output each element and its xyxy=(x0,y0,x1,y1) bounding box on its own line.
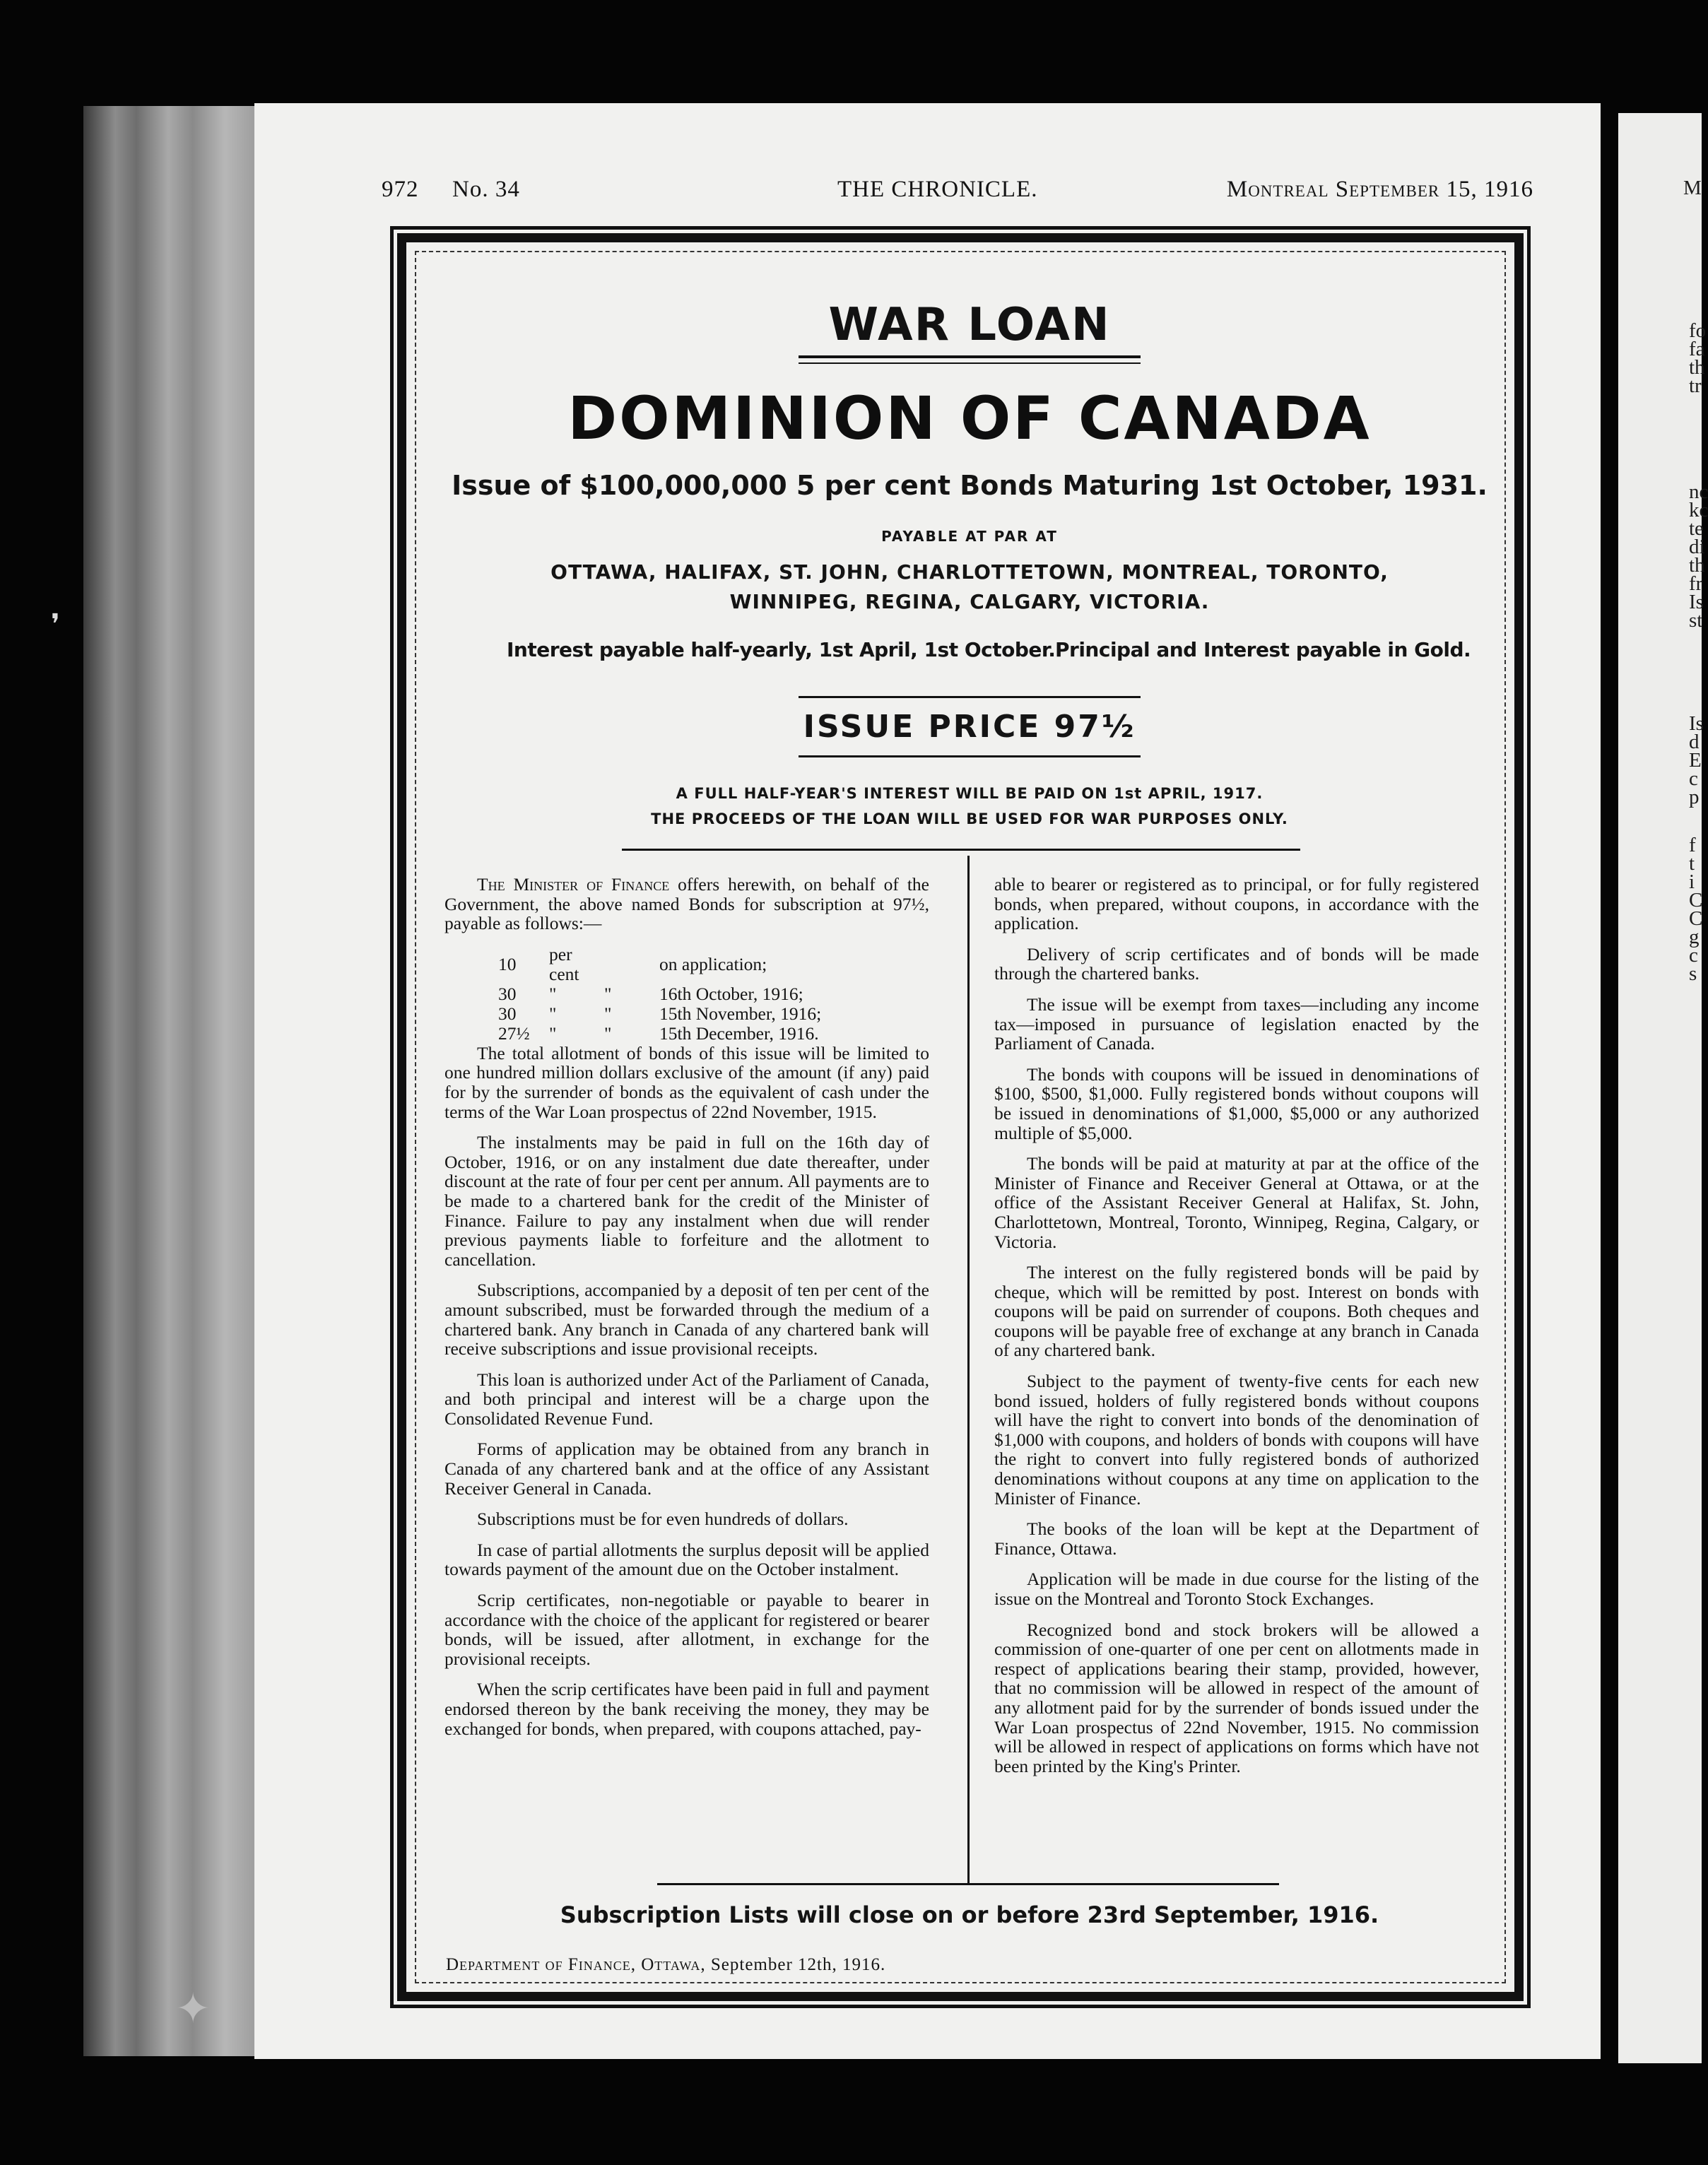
adjacent-page-fragment: Is xyxy=(1689,591,1704,613)
publication-title: THE CHRONICLE. xyxy=(837,177,1038,202)
adjacent-page-fragment: fa xyxy=(1689,338,1705,360)
paragraph: Subscriptions, accompanied by a deposit of ten per cent of the amount subscribed, must be forwarded through the medium of a chartered bank. Any branch in Canada of any chartered bank will receive subscriptions and issue provisional receipts. xyxy=(444,1280,929,1359)
paragraph: Forms of application may be obtained from any branch in Canada of any chartered bank and at the office of any Assistant Receiver General in Canada. xyxy=(444,1439,929,1499)
paragraph: Subscriptions must be for even hundreds of dollars. xyxy=(477,1509,849,1530)
paragraph: The issue will be exempt from taxes—including any income tax—imposed in pursuance of legislation enacted by the Parliament of Canada. xyxy=(994,993,1479,1054)
adjacent-page-fragment: st xyxy=(1689,609,1703,632)
adjacent-page-fragment: i xyxy=(1689,871,1695,893)
heading-underline xyxy=(799,355,1141,358)
adjacent-page-fragment: C xyxy=(1689,907,1703,930)
instalment-cell: " xyxy=(549,983,557,1004)
interest-note xyxy=(406,781,1533,832)
paragraph: The instalments may be paid in full on the 16th day of October, 1916, or on any instalment due date thereafter, under discount at the rate of four per cent per annum. All payments are to be made to a chartered bank for the credit of the Minister of Finance. Failure to pay any instalment when due will render previous payments liable to forfeiture and the allotment to cancellation. xyxy=(444,1132,929,1270)
adjacent-page-fragment: kc xyxy=(1689,499,1708,521)
intro-text: offers herewith, on behalf of the Government, the above named Bonds for subscription at 97½, payable as follows:— xyxy=(444,874,929,934)
running-head xyxy=(382,177,1533,212)
instalment-cell: 15th November, 1916; xyxy=(659,1003,822,1024)
paragraph: The books of the loan will be kept at the Department of Finance, Ottawa. xyxy=(994,1518,1479,1559)
instalment-cell: " xyxy=(604,1022,612,1044)
adjacent-page-fragment: c xyxy=(1689,944,1698,967)
body-rule-bottom xyxy=(657,1883,1279,1885)
adjacent-page-fragment: d xyxy=(1689,731,1700,753)
adjacent-page-fragment: tr xyxy=(1689,374,1702,397)
paragraph: The bonds with coupons will be issued in denominations of $100, $500, $1,000. Fully registered bonds without coupons will be issued in denominations of $1,000, $5,000 or any authorized multiple of $5,000. xyxy=(994,1063,1479,1143)
adjacent-page-fragment: fo xyxy=(1689,319,1707,342)
column-divider xyxy=(967,856,970,1884)
paragraph: When the scrip certificates have been paid in full and payment endorsed thereon by the bank receiving the money, they may be exchanged for bonds, when prepared, with coupons attached, pay- xyxy=(444,1679,929,1739)
instalment-cell: " xyxy=(549,1003,557,1024)
paragraph: In case of partial allotments the surplus deposit will be applied towards payment of the amount due on the October instalment. xyxy=(444,1539,929,1580)
instalment-cell: on application; xyxy=(659,953,767,974)
issue-number: No. 34 xyxy=(452,177,520,202)
instalment-cell xyxy=(600,945,655,984)
adjacent-page-fragment: t xyxy=(1689,852,1695,875)
instalment-row xyxy=(494,1004,825,1024)
paragraph: Recognized bond and stock brokers will be allowed a commission of one-quarter of one per cent on allotments made in respect of applications bearing their stamp, provided, however, that no commission will be allowed in respect of the amount of any allotment paid for by the surrender of bonds issued under the War Loan prospectus of 22nd November, 1915. No commission will be allowed in respect of applications on forms which have not been printed by the King's Printer. xyxy=(994,1619,1479,1776)
paragraph: Application will be made in due course for the listing of the issue on the Montreal and Toronto Stock Exchanges. xyxy=(994,1569,1479,1609)
paragraph: Scrip certificates, non-negotiable or payable to bearer in accordance with the choice of the applicant for registered or bearer bonds, will be issued, after allotment, in exchange for the provisional receipts. xyxy=(444,1590,929,1669)
scan-speck: ✦ xyxy=(175,1986,211,2032)
left-column xyxy=(444,875,929,1750)
body-rule-top xyxy=(622,849,1300,851)
adjacent-page-fragment: di xyxy=(1689,536,1705,558)
price-rule-bottom xyxy=(799,755,1141,757)
paragraph: The total allotment of bonds of this issue will be limited to one hundred million dollars exclusive of the amount (if any) paid for by the surrender of bonds as the equivalent of cash under the terms of the War Loan prospectus of 22nd November, 1915. xyxy=(444,1042,929,1122)
instalment-table xyxy=(494,945,825,1044)
issue-line: Issue of $100,000,000 5 per cent Bonds Maturing 1st October, 1931. xyxy=(452,470,1488,501)
instalment-row xyxy=(494,1024,825,1044)
closing-notice: Subscription Lists will close on or before 23rd September, 1916. xyxy=(560,1901,1379,1928)
adjacent-page-fragment: C xyxy=(1689,889,1703,912)
paragraph: able to bearer or registered as to principal, or for fully registered bonds, when prepared, without coupons, in accordance with the application. xyxy=(994,874,1479,934)
minister-lead: The Minister of Finance xyxy=(477,874,670,895)
interest-terms: Interest payable half-yearly, 1st April, 1st October. xyxy=(507,638,1056,661)
cities-line: WINNIPEG, REGINA, CALGARY, VICTORIA. xyxy=(729,590,1210,613)
adjacent-page-fragment: fr xyxy=(1689,572,1703,595)
instalment-cell: 16th October, 1916; xyxy=(659,983,803,1004)
instalment-cell: 15th December, 1916. xyxy=(659,1022,819,1044)
adjacent-page-fragment: M xyxy=(1683,177,1702,199)
instalment-cell: 10 xyxy=(498,953,517,974)
instalment-cell: " xyxy=(604,983,612,1004)
note-line: A FULL HALF-YEAR'S INTEREST WILL BE PAID ON 1st APRIL, 1917. xyxy=(676,785,1264,802)
instalment-cell: 30 xyxy=(498,983,517,1004)
price-rule-top xyxy=(799,696,1141,698)
war-loan-heading: WAR LOAN xyxy=(828,299,1111,351)
adjacent-page-fragment: nc xyxy=(1689,480,1708,503)
department-signature xyxy=(446,1955,885,1975)
paragraph: Subject to the payment of twenty-five cents for each new bond issued, holders of fully registered bonds without coupons will have the right to convert into bonds of the denomination of $1,000 with coupons, and holders of bonds with coupons will have the right to convert into fully registered bonds of authorized denominations without coupons at any time on application to the Minister of Finance. xyxy=(994,1371,1479,1509)
department-name: Department of Finance, Ottawa, xyxy=(446,1955,706,1974)
instalment-cell: 30 xyxy=(498,1003,517,1024)
instalment-cell: " xyxy=(604,1003,612,1024)
adjacent-page-fragment: th xyxy=(1689,356,1705,379)
scan-speck: ❜ xyxy=(51,608,60,640)
adjacent-page-fragment: s xyxy=(1689,962,1697,985)
adjacent-page-fragment: Is xyxy=(1689,712,1704,735)
adjacent-page-fragment: te xyxy=(1689,517,1704,540)
advertisement-frame xyxy=(397,233,1524,2001)
payable-label: PAYABLE AT PAR AT xyxy=(881,528,1058,545)
cities-line: OTTAWA, HALIFAX, ST. JOHN, CHARLOTTETOWN, MONTREAL, TORONTO, xyxy=(550,560,1389,584)
adjacent-page-fragment: f xyxy=(1689,834,1696,856)
paragraph: This loan is authorized under Act of the Parliament of Canada, and both principal and interest will be a charge upon the Consolidated Revenue Fund. xyxy=(444,1369,929,1429)
adjacent-page-fragment: p xyxy=(1689,786,1700,808)
signature-date: September 12th, 1916. xyxy=(710,1955,886,1974)
instalment-row xyxy=(494,945,825,984)
book-spine xyxy=(83,106,260,2056)
adjacent-page-fragment: g xyxy=(1689,926,1700,948)
instalment-cell: 27½ xyxy=(498,1022,530,1044)
dominion-title: DOMINION OF CANADA xyxy=(567,384,1372,453)
publication-date: Montreal September 15, 1916 xyxy=(1226,177,1533,202)
instalment-cell: " xyxy=(549,1022,557,1044)
paragraph: The interest on the fully registered bonds will be paid by cheque, which will be remitted by post. Interest on bonds with coupons will be paid on surrender of coupons. Both cheques and coupons will be payable free of exchange at any branch in Canada of any chartered bank. xyxy=(994,1262,1479,1361)
heading-underline xyxy=(799,362,1141,364)
paragraph xyxy=(444,875,929,933)
adjacent-page-fragment: E xyxy=(1689,749,1702,772)
instalment-row xyxy=(494,984,825,1004)
issue-price: ISSUE PRICE 97½ xyxy=(803,709,1136,745)
adjacent-page-edge xyxy=(1618,113,1708,2063)
page-number: 972 xyxy=(382,177,419,202)
adjacent-page-fragment: c xyxy=(1689,767,1698,790)
right-column xyxy=(994,875,1479,1787)
cities-list xyxy=(406,558,1533,617)
adjacent-page-fragment: th xyxy=(1689,554,1705,577)
note-line: THE PROCEEDS OF THE LOAN WILL BE USED FOR WAR PURPOSES ONLY. xyxy=(651,810,1288,827)
paragraph: Delivery of scrip certificates and of bonds will be made through the chartered banks. xyxy=(994,943,1479,984)
instalment-cell: per cent xyxy=(549,943,579,984)
principal-terms: Principal and Interest payable in Gold. xyxy=(1055,638,1471,661)
paragraph: The bonds will be paid at maturity at par at the office of the Minister of Finance and Receiver General at Ottawa, or at the office of the Assistant Receiver General at Halifax, St. John, Charlottetown, Montreal, Toronto, Winnipeg, Regina, Calgary, or Victoria. xyxy=(994,1153,1479,1252)
